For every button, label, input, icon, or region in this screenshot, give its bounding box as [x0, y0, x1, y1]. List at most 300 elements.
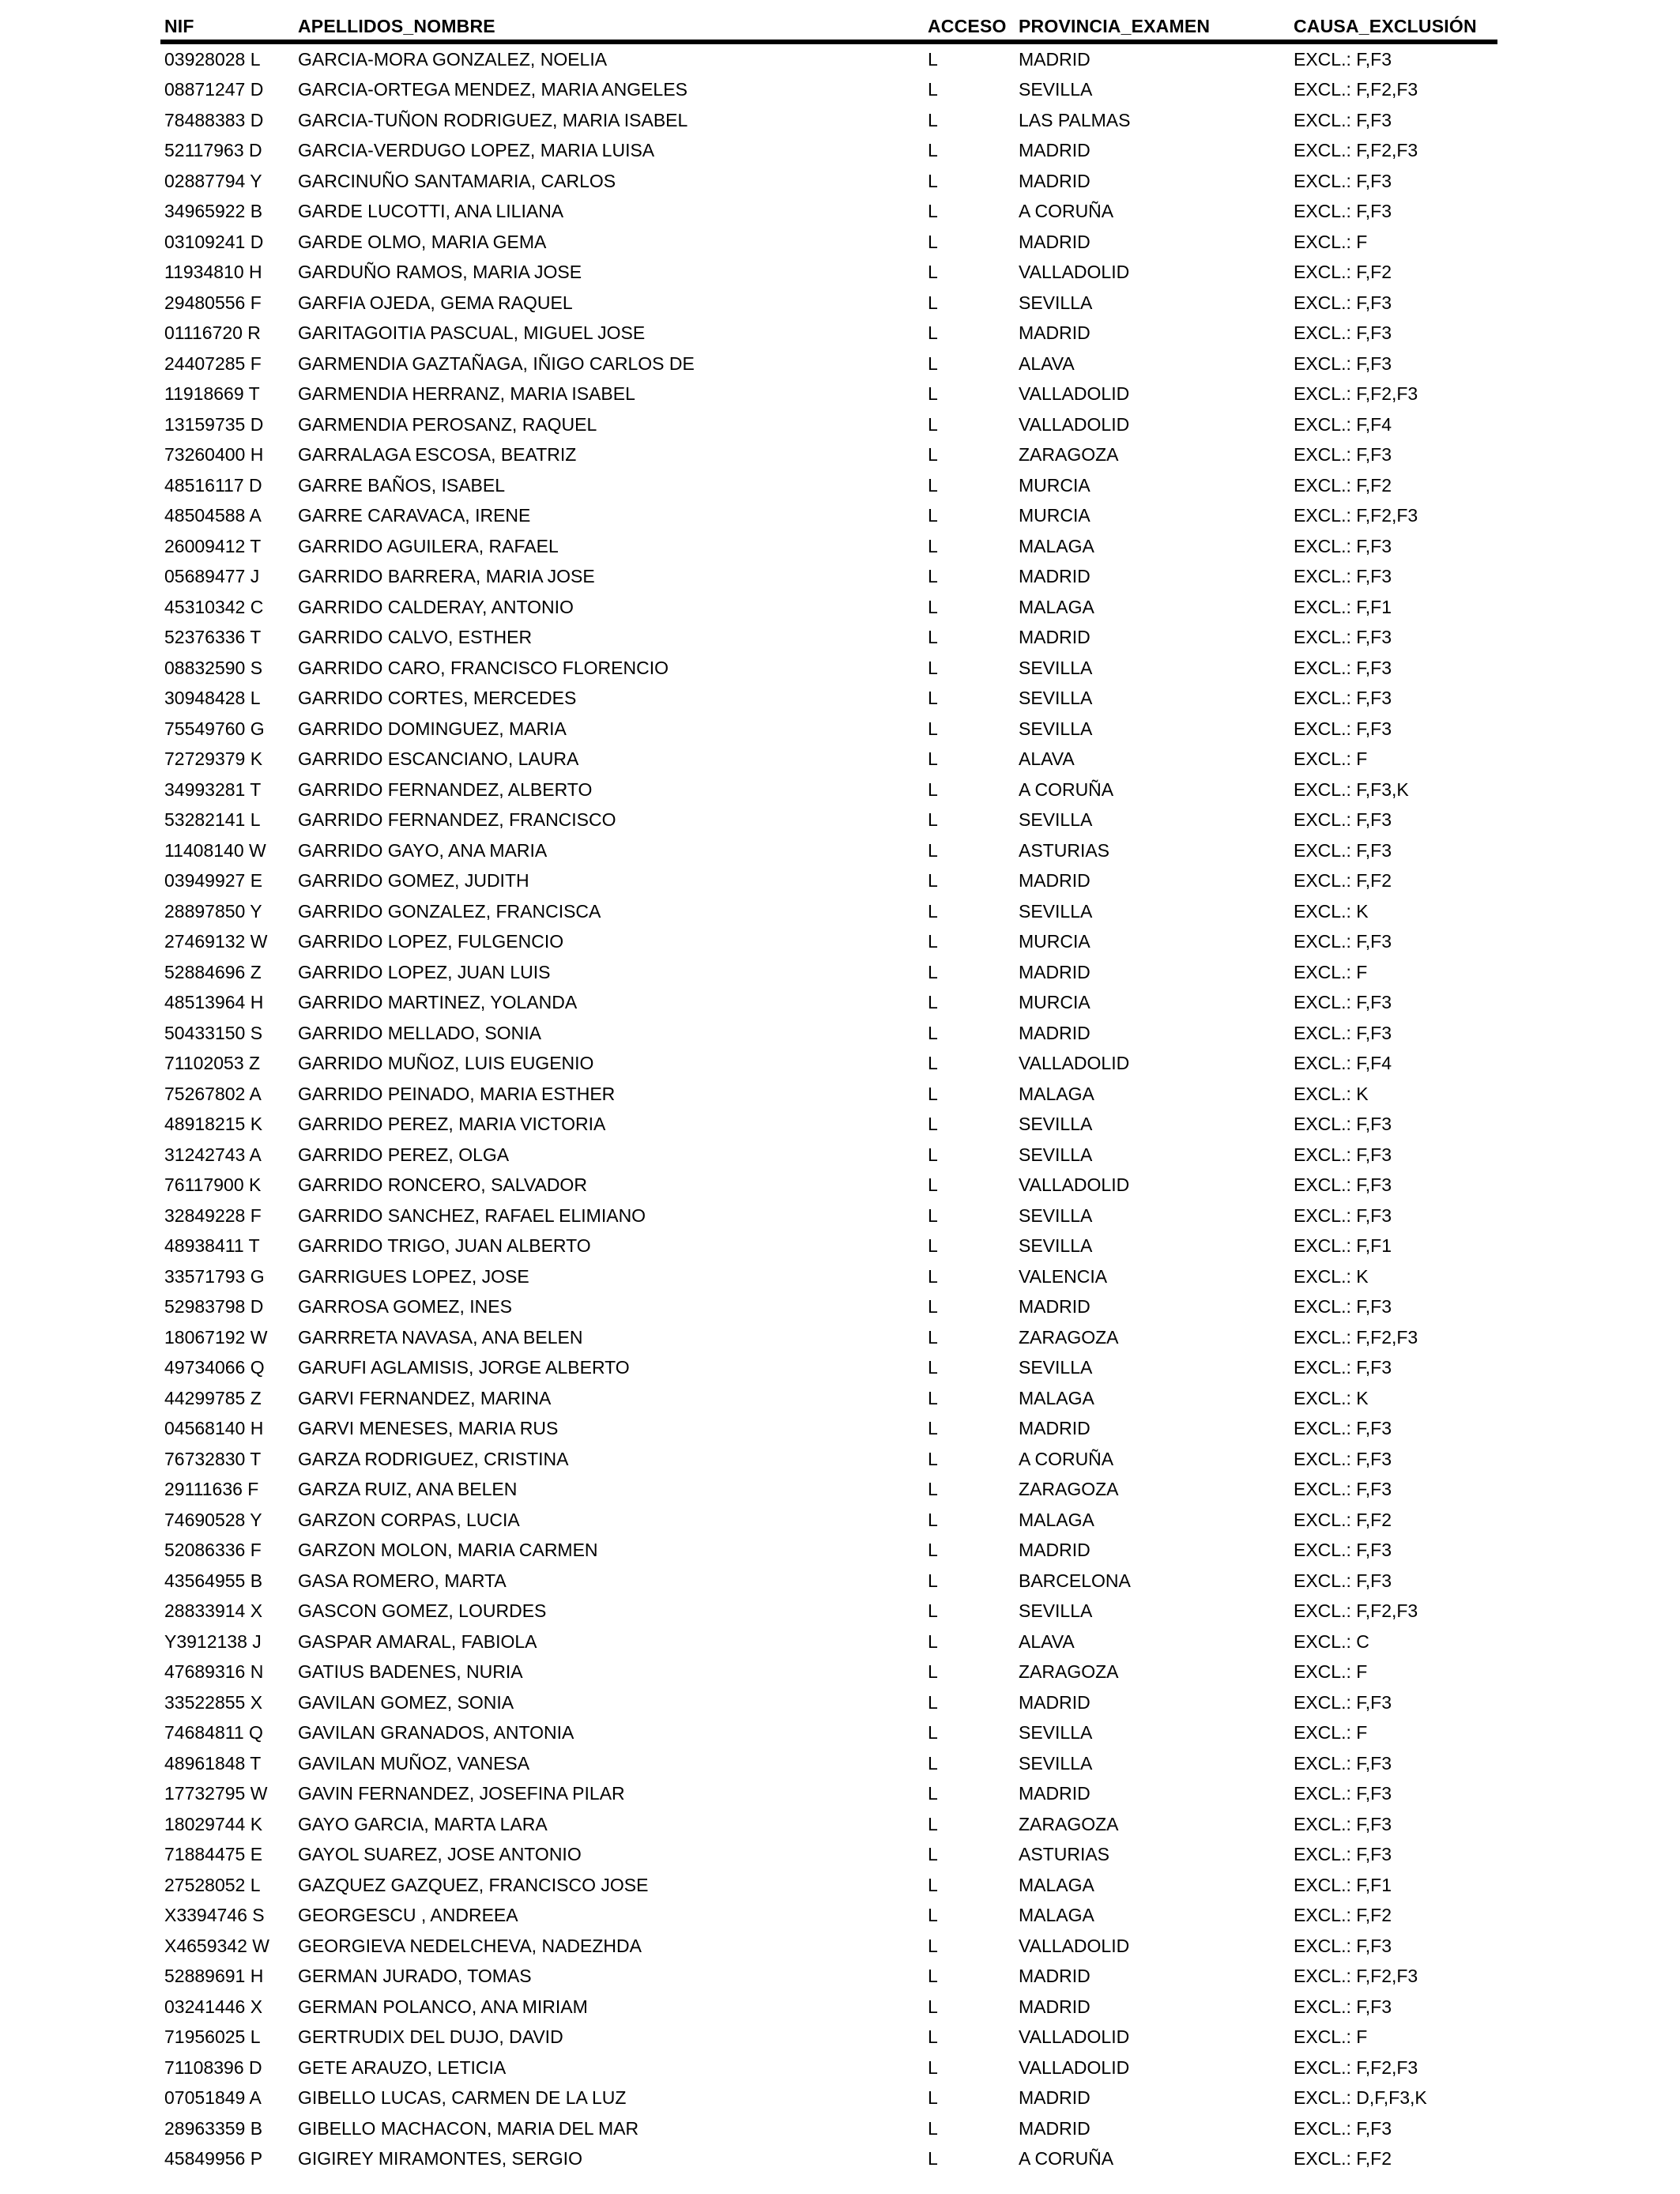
cell-acceso: L	[928, 413, 938, 435]
table-row	[0, 1992, 1680, 2022]
cell-nif: 33522855 X	[164, 1691, 263, 1713]
cell-apellidos-nombre: GAYOL SUAREZ, JOSE ANTONIO	[298, 1844, 582, 1865]
cell-acceso: L	[928, 1996, 938, 2017]
cell-causa-exclusion: EXCL.: F,F2,F3	[1294, 383, 1418, 405]
cell-causa-exclusion: EXCL.: F,F2,F3	[1294, 2056, 1418, 2078]
table-row	[0, 1171, 1680, 1201]
cell-apellidos-nombre: GASPAR AMARAL, FABIOLA	[298, 1630, 537, 1652]
table-row	[0, 409, 1680, 440]
table-row	[0, 2144, 1680, 2175]
cell-apellidos-nombre: GARRIDO CALVO, ESTHER	[298, 627, 533, 648]
cell-provincia-examen: MADRID	[1019, 627, 1090, 648]
table-row	[0, 623, 1680, 654]
cell-apellidos-nombre: GARRIDO CARO, FRANCISCO FLORENCIO	[298, 657, 669, 678]
cell-provincia-examen: MADRID	[1019, 1783, 1090, 1804]
table-row	[0, 1383, 1680, 1414]
cell-nif: 24407285 F	[164, 352, 262, 374]
cell-causa-exclusion: EXCL.: F	[1294, 1722, 1368, 1744]
cell-acceso: L	[928, 2117, 938, 2139]
cell-causa-exclusion: EXCL.: F,F2,F3	[1294, 79, 1418, 100]
cell-causa-exclusion: EXCL.: K	[1294, 1387, 1369, 1408]
cell-apellidos-nombre: GARZA RUIZ, ANA BELEN	[298, 1479, 518, 1500]
cell-acceso: L	[928, 566, 938, 587]
cell-causa-exclusion: EXCL.: D,F,F3,K	[1294, 2087, 1427, 2109]
cell-apellidos-nombre: GARFIA OJEDA, GEMA RAQUEL	[298, 292, 573, 313]
cell-causa-exclusion: EXCL.: F,F3	[1294, 201, 1392, 222]
cell-causa-exclusion: EXCL.: F,F3	[1294, 1813, 1392, 1834]
cell-apellidos-nombre: GARVI MENESES, MARIA RUS	[298, 1418, 559, 1439]
table-row	[0, 197, 1680, 228]
cell-acceso: L	[928, 352, 938, 374]
cell-apellidos-nombre: GAVILAN GRANADOS, ANTONIA	[298, 1722, 574, 1744]
cell-apellidos-nombre: GIBELLO MACHACON, MARIA DEL MAR	[298, 2117, 639, 2139]
cell-acceso: L	[928, 1813, 938, 1834]
cell-provincia-examen: ZARAGOZA	[1019, 1661, 1119, 1683]
cell-causa-exclusion: EXCL.: F,F3	[1294, 1174, 1392, 1196]
cell-causa-exclusion: EXCL.: F,F3	[1294, 1448, 1392, 1469]
column-header-nif: NIF	[164, 16, 194, 36]
cell-acceso: L	[928, 1235, 938, 1257]
cell-causa-exclusion: EXCL.: F,F3	[1294, 1540, 1392, 1561]
table-row	[0, 1079, 1680, 1110]
cell-provincia-examen: MADRID	[1019, 231, 1090, 252]
cell-causa-exclusion: EXCL.: F,F2,F3	[1294, 505, 1418, 526]
cell-apellidos-nombre: GARDE LUCOTTI, ANA LILIANA	[298, 201, 564, 222]
cell-nif: 49734066 Q	[164, 1357, 265, 1378]
cell-acceso: L	[928, 474, 938, 496]
cell-provincia-examen: MURCIA	[1019, 992, 1090, 1013]
cell-provincia-examen: ALAVA	[1019, 352, 1075, 374]
cell-apellidos-nombre: GEORGIEVA NEDELCHEVA, NADEZHDA	[298, 1935, 642, 1956]
cell-causa-exclusion: EXCL.: F,F1	[1294, 1235, 1392, 1257]
cell-provincia-examen: A CORUÑA	[1019, 778, 1114, 800]
table-row	[0, 1444, 1680, 1475]
cell-acceso: L	[928, 839, 938, 861]
cell-nif: 71956025 L	[164, 2026, 261, 2048]
cell-provincia-examen: ZARAGOZA	[1019, 444, 1119, 466]
cell-nif: 73260400 H	[164, 444, 264, 466]
cell-provincia-examen: MURCIA	[1019, 931, 1090, 952]
cell-nif: 47689316 N	[164, 1661, 264, 1683]
cell-provincia-examen: SEVILLA	[1019, 1722, 1093, 1744]
cell-causa-exclusion: EXCL.: F,F3	[1294, 1996, 1392, 2017]
cell-causa-exclusion: EXCL.: F,F3	[1294, 1296, 1392, 1318]
cell-nif: 29111636 F	[164, 1479, 259, 1500]
table-row	[0, 258, 1680, 288]
cell-nif: 48516117 D	[164, 474, 262, 496]
cell-nif: 76117900 K	[164, 1174, 262, 1196]
cell-causa-exclusion: EXCL.: F,F3	[1294, 566, 1392, 587]
cell-provincia-examen: ASTURIAS	[1019, 839, 1110, 861]
cell-apellidos-nombre: GAVILAN GOMEZ, SONIA	[298, 1691, 514, 1713]
cell-provincia-examen: SEVILLA	[1019, 657, 1093, 678]
cell-acceso: L	[928, 992, 938, 1013]
cell-acceso: L	[928, 1722, 938, 1744]
table-row	[0, 2083, 1680, 2114]
table-row	[0, 105, 1680, 136]
cell-acceso: L	[928, 505, 938, 526]
cell-nif: 28963359 B	[164, 2117, 263, 2139]
table-row	[0, 1596, 1680, 1627]
cell-nif: 31242743 A	[164, 1144, 262, 1165]
cell-acceso: L	[928, 1570, 938, 1591]
cell-apellidos-nombre: GARCINUÑO SANTAMARIA, CARLOS	[298, 170, 616, 191]
cell-apellidos-nombre: GARMENDIA HERRANZ, MARIA ISABEL	[298, 383, 635, 405]
cell-nif: 01116720 R	[164, 322, 261, 344]
cell-causa-exclusion: EXCL.: F,F3	[1294, 657, 1392, 678]
cell-apellidos-nombre: GARRIDO TRIGO, JUAN ALBERTO	[298, 1235, 591, 1257]
cell-apellidos-nombre: GAVIN FERNANDEZ, JOSEFINA PILAR	[298, 1783, 625, 1804]
cell-provincia-examen: SEVILLA	[1019, 1600, 1093, 1622]
cell-nif: X4659342 W	[164, 1935, 269, 1956]
table-row	[0, 136, 1680, 167]
table-row	[0, 805, 1680, 836]
table-row	[0, 470, 1680, 501]
cell-nif: 26009412 T	[164, 535, 262, 556]
cell-acceso: L	[928, 1083, 938, 1104]
cell-apellidos-nombre: GARRIDO PEREZ, MARIA VICTORIA	[298, 1114, 606, 1135]
cell-causa-exclusion: EXCL.: F,F3	[1294, 1935, 1392, 1956]
table-row	[0, 684, 1680, 714]
cell-provincia-examen: VALLADOLID	[1019, 1053, 1130, 1074]
cell-acceso: L	[928, 1022, 938, 1043]
cell-acceso: L	[928, 1357, 938, 1378]
table-row	[0, 835, 1680, 866]
cell-nif: 52884696 Z	[164, 961, 262, 982]
cell-apellidos-nombre: GARRIDO PEREZ, OLGA	[298, 1144, 510, 1165]
table-row	[0, 1414, 1680, 1445]
cell-nif: 53282141 L	[164, 809, 261, 831]
cell-nif: 48918215 K	[164, 1114, 263, 1135]
cell-nif: 07051849 A	[164, 2087, 262, 2109]
cell-apellidos-nombre: GARDE OLMO, MARIA GEMA	[298, 231, 547, 252]
cell-apellidos-nombre: GARZON CORPAS, LUCIA	[298, 1509, 520, 1530]
cell-provincia-examen: MADRID	[1019, 1966, 1090, 1987]
cell-provincia-examen: SEVILLA	[1019, 809, 1093, 831]
cell-causa-exclusion: EXCL.: F,F3	[1294, 1844, 1392, 1865]
cell-provincia-examen: SEVILLA	[1019, 1114, 1093, 1135]
cell-causa-exclusion: EXCL.: F,F3	[1294, 170, 1392, 191]
cell-acceso: L	[928, 2148, 938, 2169]
cell-nif: 52086336 F	[164, 1540, 262, 1561]
cell-causa-exclusion: EXCL.: K	[1294, 1265, 1369, 1287]
table-row	[0, 1231, 1680, 1262]
cell-causa-exclusion: EXCL.: F,F3	[1294, 1144, 1392, 1165]
table-row	[0, 1870, 1680, 1901]
cell-provincia-examen: ZARAGOZA	[1019, 1813, 1119, 1834]
cell-apellidos-nombre: GARCIA-ORTEGA MENDEZ, MARIA ANGELES	[298, 79, 687, 100]
table-row	[0, 1505, 1680, 1536]
cell-causa-exclusion: EXCL.: F,F3	[1294, 1783, 1392, 1804]
cell-causa-exclusion: EXCL.: F,F2,F3	[1294, 1326, 1418, 1348]
cell-acceso: L	[928, 748, 938, 770]
cell-provincia-examen: MALAGA	[1019, 535, 1094, 556]
table-row	[0, 1353, 1680, 1384]
cell-acceso: L	[928, 870, 938, 892]
cell-causa-exclusion: EXCL.: F,F3	[1294, 992, 1392, 1013]
cell-apellidos-nombre: GAZQUEZ GAZQUEZ, FRANCISCO JOSE	[298, 1874, 649, 1895]
cell-nif: 48513964 H	[164, 992, 264, 1013]
table-row	[0, 1261, 1680, 1292]
table-row	[0, 1110, 1680, 1140]
cell-nif: 03949927 E	[164, 870, 263, 892]
table-row	[0, 379, 1680, 410]
cell-causa-exclusion: EXCL.: F,F2,F3	[1294, 1966, 1418, 1987]
cell-causa-exclusion: EXCL.: F,F3	[1294, 1114, 1392, 1135]
cell-causa-exclusion: EXCL.: F,F3	[1294, 718, 1392, 739]
cell-acceso: L	[928, 931, 938, 952]
cell-acceso: L	[928, 444, 938, 466]
cell-nif: 45849956 P	[164, 2148, 263, 2169]
cell-provincia-examen: BARCELONA	[1019, 1570, 1131, 1591]
cell-apellidos-nombre: GARRIDO ESCANCIANO, LAURA	[298, 748, 579, 770]
cell-provincia-examen: A CORUÑA	[1019, 201, 1114, 222]
cell-acceso: L	[928, 1661, 938, 1683]
cell-causa-exclusion: EXCL.: F,F3	[1294, 1357, 1392, 1378]
cell-provincia-examen: MADRID	[1019, 1296, 1090, 1318]
table-row	[0, 1627, 1680, 1657]
cell-acceso: L	[928, 322, 938, 344]
cell-causa-exclusion: EXCL.: F,F3	[1294, 1022, 1392, 1043]
table-row	[0, 75, 1680, 106]
table-row	[0, 227, 1680, 258]
cell-apellidos-nombre: GATIUS BADENES, NURIA	[298, 1661, 523, 1683]
cell-provincia-examen: MADRID	[1019, 870, 1090, 892]
cell-provincia-examen: ALAVA	[1019, 1630, 1075, 1652]
table-row	[0, 1779, 1680, 1810]
cell-causa-exclusion: EXCL.: F,F3	[1294, 322, 1392, 344]
cell-acceso: L	[928, 1752, 938, 1774]
column-header-acceso: ACCESO	[928, 16, 1007, 36]
cell-nif: 03241446 X	[164, 1996, 263, 2017]
cell-provincia-examen: SEVILLA	[1019, 1357, 1093, 1378]
cell-nif: 43564955 B	[164, 1570, 263, 1591]
cell-provincia-examen: LAS PALMAS	[1019, 109, 1131, 130]
cell-provincia-examen: ZARAGOZA	[1019, 1326, 1119, 1348]
cell-acceso: L	[928, 535, 938, 556]
cell-nif: 72729379 K	[164, 748, 263, 770]
cell-apellidos-nombre: GARRALAGA ESCOSA, BEATRIZ	[298, 444, 577, 466]
cell-acceso: L	[928, 688, 938, 709]
table-row	[0, 775, 1680, 805]
cell-causa-exclusion: EXCL.: F,F3,K	[1294, 778, 1409, 800]
cell-causa-exclusion: EXCL.: F,F3	[1294, 839, 1392, 861]
cell-acceso: L	[928, 1874, 938, 1895]
cell-nif: 52983798 D	[164, 1296, 264, 1318]
cell-causa-exclusion: EXCL.: K	[1294, 900, 1369, 922]
cell-acceso: L	[928, 2026, 938, 2048]
cell-acceso: L	[928, 2087, 938, 2109]
cell-acceso: L	[928, 1600, 938, 1622]
cell-acceso: L	[928, 1174, 938, 1196]
cell-acceso: L	[928, 170, 938, 191]
cell-provincia-examen: ALAVA	[1019, 748, 1075, 770]
cell-apellidos-nombre: GARROSA GOMEZ, INES	[298, 1296, 512, 1318]
cell-apellidos-nombre: GARRIDO SANCHEZ, RAFAEL ELIMIANO	[298, 1204, 646, 1226]
cell-apellidos-nombre: GARITAGOITIA PASCUAL, MIGUEL JOSE	[298, 322, 646, 344]
cell-nif: 11918669 T	[164, 383, 260, 405]
cell-apellidos-nombre: GASCON GOMEZ, LOURDES	[298, 1600, 547, 1622]
cell-apellidos-nombre: GARRIDO BARRERA, MARIA JOSE	[298, 566, 595, 587]
cell-apellidos-nombre: GERTRUDIX DEL DUJO, DAVID	[298, 2026, 563, 2048]
cell-provincia-examen: VALLADOLID	[1019, 262, 1130, 283]
table-row	[0, 2022, 1680, 2053]
cell-causa-exclusion: EXCL.: F,F2,F3	[1294, 140, 1418, 161]
cell-apellidos-nombre: GARMENDIA PEROSANZ, RAQUEL	[298, 413, 597, 435]
table-row	[0, 1475, 1680, 1506]
table-row	[0, 562, 1680, 593]
cell-apellidos-nombre: GARCIA-MORA GONZALEZ, NOELIA	[298, 48, 608, 70]
cell-provincia-examen: MALAGA	[1019, 1905, 1094, 1926]
table-row	[0, 927, 1680, 958]
cell-nif: 48961848 T	[164, 1752, 262, 1774]
cell-acceso: L	[928, 1844, 938, 1865]
cell-provincia-examen: MADRID	[1019, 170, 1090, 191]
table-row	[0, 1140, 1680, 1171]
cell-provincia-examen: MADRID	[1019, 566, 1090, 587]
cell-provincia-examen: SEVILLA	[1019, 718, 1093, 739]
cell-provincia-examen: ZARAGOZA	[1019, 1479, 1119, 1500]
cell-apellidos-nombre: GERMAN POLANCO, ANA MIRIAM	[298, 1996, 588, 2017]
cell-provincia-examen: ASTURIAS	[1019, 1844, 1110, 1865]
cell-causa-exclusion: EXCL.: F,F2	[1294, 262, 1392, 283]
cell-provincia-examen: MADRID	[1019, 1540, 1090, 1561]
cell-acceso: L	[928, 1479, 938, 1500]
cell-apellidos-nombre: GEORGESCU , ANDREEA	[298, 1905, 518, 1926]
cell-apellidos-nombre: GARCIA-VERDUGO LOPEZ, MARIA LUISA	[298, 140, 655, 161]
cell-nif: 27528052 L	[164, 1874, 261, 1895]
cell-provincia-examen: MADRID	[1019, 1996, 1090, 2017]
cell-provincia-examen: SEVILLA	[1019, 1752, 1093, 1774]
cell-acceso: L	[928, 109, 938, 130]
cell-apellidos-nombre: GARRIDO DOMINGUEZ, MARIA	[298, 718, 567, 739]
table-header-row	[0, 0, 1680, 40]
cell-acceso: L	[928, 1966, 938, 1987]
cell-acceso: L	[928, 1053, 938, 1074]
cell-nif: 02887794 Y	[164, 170, 262, 191]
cell-apellidos-nombre: GARRIDO RONCERO, SALVADOR	[298, 1174, 587, 1196]
cell-causa-exclusion: EXCL.: F,F3	[1294, 292, 1392, 313]
column-header-apellidos-nombre: APELLIDOS_NOMBRE	[298, 16, 495, 36]
cell-acceso: L	[928, 627, 938, 648]
cell-provincia-examen: MADRID	[1019, 2117, 1090, 2139]
cell-causa-exclusion: EXCL.: F,F3	[1294, 809, 1392, 831]
table-row	[0, 988, 1680, 1019]
cell-apellidos-nombre: GARRIDO GOMEZ, JUDITH	[298, 870, 529, 892]
cell-apellidos-nombre: GARRE BAÑOS, ISABEL	[298, 474, 506, 496]
cell-provincia-examen: A CORUÑA	[1019, 1448, 1114, 1469]
table-row	[0, 1748, 1680, 1779]
cell-apellidos-nombre: GARRIGUES LOPEZ, JOSE	[298, 1265, 529, 1287]
cell-causa-exclusion: EXCL.: F,F3	[1294, 2117, 1392, 2139]
cell-provincia-examen: MADRID	[1019, 1691, 1090, 1713]
table-row	[0, 896, 1680, 927]
cell-nif: 34993281 T	[164, 778, 262, 800]
table-row	[0, 1840, 1680, 1871]
cell-causa-exclusion: EXCL.: F,F2	[1294, 474, 1392, 496]
cell-acceso: L	[928, 2056, 938, 2078]
cell-apellidos-nombre: GARDUÑO RAMOS, MARIA JOSE	[298, 262, 582, 283]
table-row	[0, 1322, 1680, 1353]
cell-acceso: L	[928, 1630, 938, 1652]
cell-causa-exclusion: EXCL.: F,F3	[1294, 1570, 1392, 1591]
cell-nif: 17732795 W	[164, 1783, 268, 1804]
cell-acceso: L	[928, 1935, 938, 1956]
table-row	[0, 440, 1680, 471]
cell-causa-exclusion: EXCL.: F,F3	[1294, 1204, 1392, 1226]
cell-provincia-examen: VALLADOLID	[1019, 1174, 1130, 1196]
cell-nif: 08832590 S	[164, 657, 263, 678]
cell-causa-exclusion: EXCL.: F,F3	[1294, 627, 1392, 648]
table-row	[0, 714, 1680, 745]
cell-causa-exclusion: EXCL.: F	[1294, 748, 1368, 770]
cell-provincia-examen: SEVILLA	[1019, 900, 1093, 922]
cell-acceso: L	[928, 1540, 938, 1561]
cell-apellidos-nombre: GIBELLO LUCAS, CARMEN DE LA LUZ	[298, 2087, 627, 2109]
table-row	[0, 592, 1680, 623]
cell-apellidos-nombre: GARRIDO GAYO, ANA MARIA	[298, 839, 548, 861]
table-row	[0, 1962, 1680, 1992]
table-row	[0, 1049, 1680, 1080]
cell-nif: 28833914 X	[164, 1600, 263, 1622]
cell-provincia-examen: MALAGA	[1019, 1509, 1094, 1530]
cell-provincia-examen: SEVILLA	[1019, 1235, 1093, 1257]
cell-causa-exclusion: EXCL.: F,F2	[1294, 1509, 1392, 1530]
table-row	[0, 319, 1680, 349]
cell-provincia-examen: MALAGA	[1019, 1387, 1094, 1408]
cell-acceso: L	[928, 1204, 938, 1226]
cell-apellidos-nombre: GARZA RODRIGUEZ, CRISTINA	[298, 1448, 569, 1469]
cell-acceso: L	[928, 657, 938, 678]
cell-apellidos-nombre: GARCIA-TUÑON RODRIGUEZ, MARIA ISABEL	[298, 109, 688, 130]
cell-provincia-examen: MADRID	[1019, 322, 1090, 344]
cell-acceso: L	[928, 140, 938, 161]
cell-provincia-examen: SEVILLA	[1019, 1144, 1093, 1165]
cell-apellidos-nombre: GETE ARAUZO, LETICIA	[298, 2056, 507, 2078]
cell-acceso: L	[928, 79, 938, 100]
cell-provincia-examen: MALAGA	[1019, 1083, 1094, 1104]
cell-apellidos-nombre: GARRIDO GONZALEZ, FRANCISCA	[298, 900, 601, 922]
cell-acceso: L	[928, 1265, 938, 1287]
cell-acceso: L	[928, 1691, 938, 1713]
cell-provincia-examen: VALLADOLID	[1019, 413, 1130, 435]
cell-causa-exclusion: EXCL.: F,F3	[1294, 444, 1392, 466]
cell-provincia-examen: MURCIA	[1019, 474, 1090, 496]
cell-nif: 03109241 D	[164, 231, 264, 252]
cell-causa-exclusion: EXCL.: F	[1294, 231, 1368, 252]
cell-nif: 48938411 T	[164, 1235, 260, 1257]
table-row	[0, 1718, 1680, 1749]
cell-provincia-examen: MADRID	[1019, 1418, 1090, 1439]
table-row	[0, 1566, 1680, 1596]
cell-nif: 74684811 Q	[164, 1722, 263, 1744]
cell-acceso: L	[928, 961, 938, 982]
cell-nif: 71108396 D	[164, 2056, 262, 2078]
table-row	[0, 1018, 1680, 1049]
table-row	[0, 1536, 1680, 1566]
table-row	[0, 44, 1680, 75]
cell-apellidos-nombre: GARRE CARAVACA, IRENE	[298, 505, 531, 526]
table-row	[0, 957, 1680, 988]
column-header-causa-exclusion: CAUSA_EXCLUSIÓN	[1294, 16, 1477, 36]
table-row	[0, 166, 1680, 197]
cell-nif: 50433150 S	[164, 1022, 263, 1043]
cell-acceso: L	[928, 778, 938, 800]
table-row	[0, 501, 1680, 532]
cell-provincia-examen: VALENCIA	[1019, 1265, 1108, 1287]
cell-causa-exclusion: EXCL.: F,F2	[1294, 1905, 1392, 1926]
cell-apellidos-nombre: GARMENDIA GAZTAÑAGA, IÑIGO CARLOS DE	[298, 352, 695, 374]
